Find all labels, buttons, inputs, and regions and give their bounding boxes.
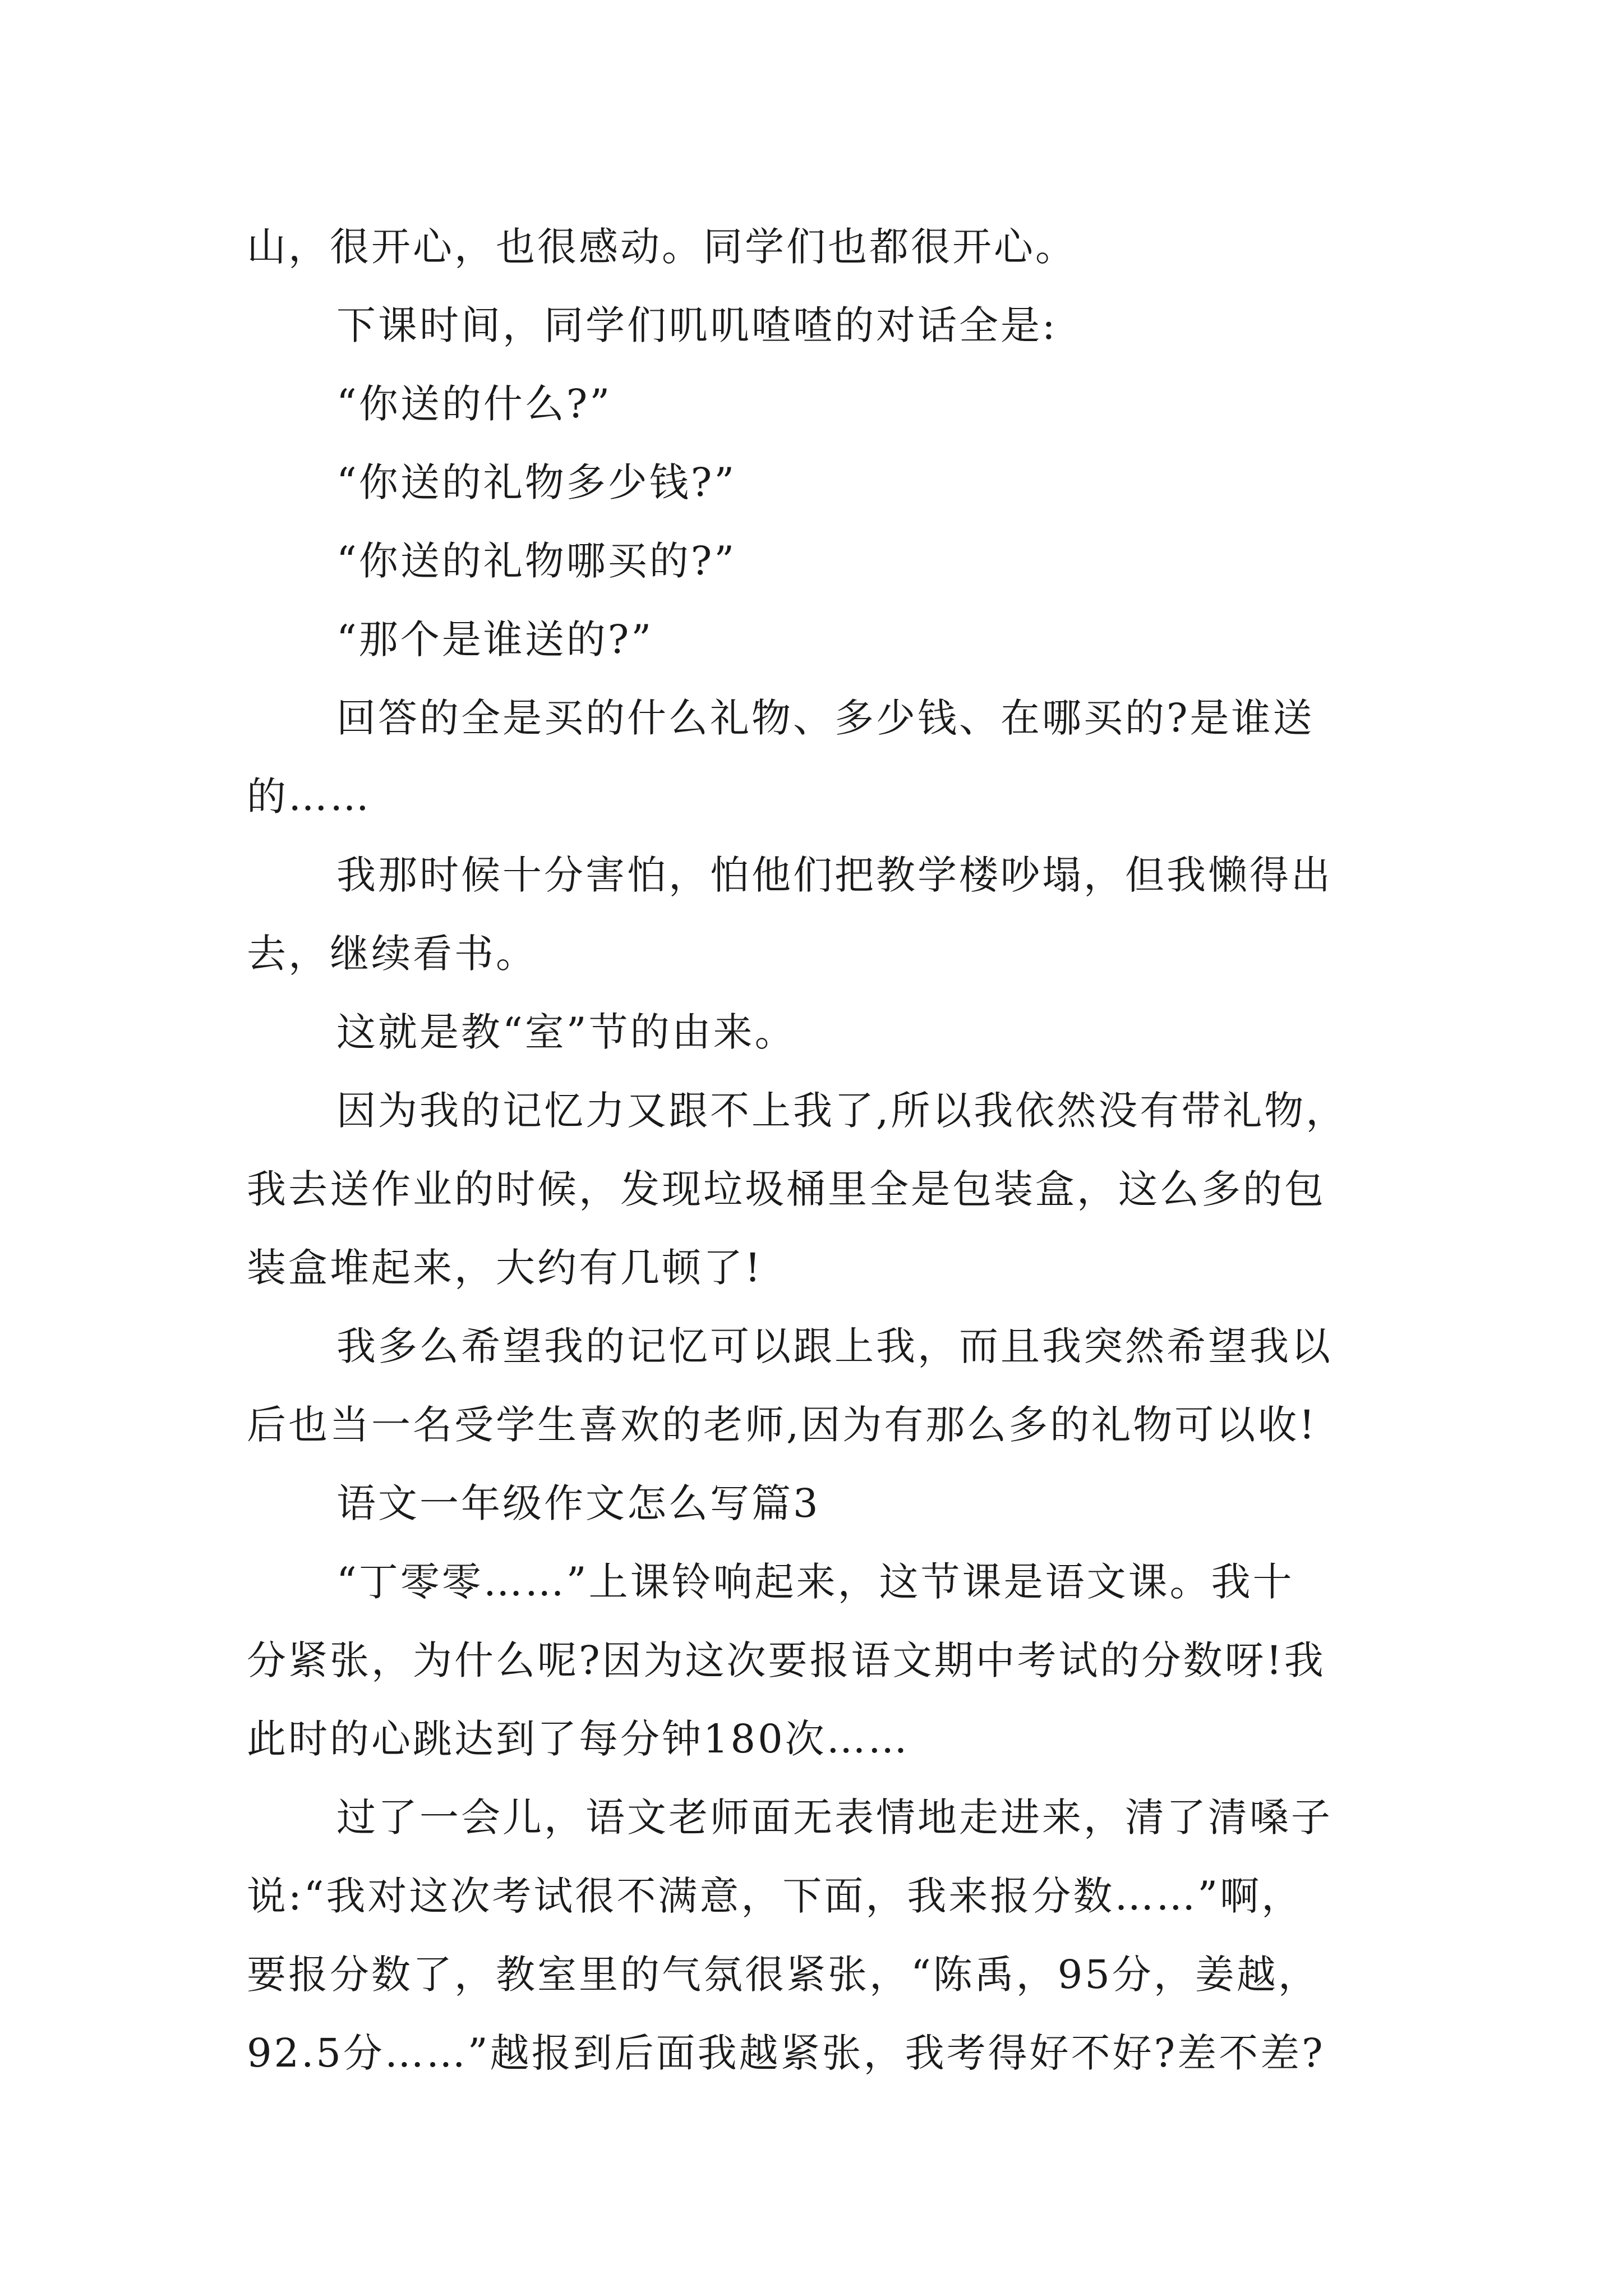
text-line: 说:“我对这次考试很不满意，下面，我来报分数……”啊， — [247, 1873, 1303, 1919]
text-line: 因为我的记忆力又跟不上我了,所以我依然没有带礼物， — [336, 1088, 1348, 1134]
text-line: 去，继续看书。 — [247, 931, 537, 977]
text-line: 我那时候十分害怕，怕他们把教学楼吵塌，但我懒得出 — [336, 852, 1332, 898]
text-line: 分紧张，为什么呢?因为这次要报语文期中考试的分数呀!我 — [247, 1637, 1326, 1683]
text-line: 回答的全是买的什么礼物、多少钱、在哪买的?是谁送 — [336, 695, 1315, 741]
text-line: 此时的心跳达到了每分钟180次…… — [247, 1716, 910, 1762]
text-line: 这就是教“室”节的由来。 — [336, 1009, 796, 1055]
text-line: “那个是谁送的?” — [336, 616, 654, 662]
text-line: 我去送作业的时候，发现垃圾桶里全是包装盒，这么多的包 — [247, 1166, 1326, 1212]
text-line: “你送的礼物哪买的?” — [336, 538, 737, 584]
text-line: 山，很开心，也很感动。同学们也都很开心。 — [247, 224, 1077, 270]
text-line: 后也当一名受学生喜欢的老师,因为有那么多的礼物可以收! — [247, 1402, 1317, 1448]
section-heading: 语文一年级作文怎么写篇3 — [336, 1480, 820, 1526]
text-line: 装盒堆起来，大约有几顿了! — [247, 1245, 763, 1291]
text-line: “你送的什么?” — [336, 381, 612, 427]
text-line: “你送的礼物多少钱?” — [336, 459, 737, 505]
text-line: 我多么希望我的记忆可以跟上我，而且我突然希望我以 — [336, 1323, 1332, 1369]
text-line: 下课时间，同学们叽叽喳喳的对话全是: — [336, 302, 1058, 348]
text-line: 要报分数了，教室里的气氛很紧张，“陈禹，95分，姜越， — [247, 1952, 1320, 1998]
text-line: 的…… — [247, 774, 371, 820]
text-line: 92.5分……”越报到后面我越紧张，我考得好不好?差不差? — [247, 2030, 1325, 2076]
text-line: “丁零零……”上课铃响起来，这节课是语文课。我十 — [336, 1559, 1294, 1605]
text-line: 过了一会儿，语文老师面无表情地走进来，清了清嗓子 — [336, 1795, 1332, 1841]
